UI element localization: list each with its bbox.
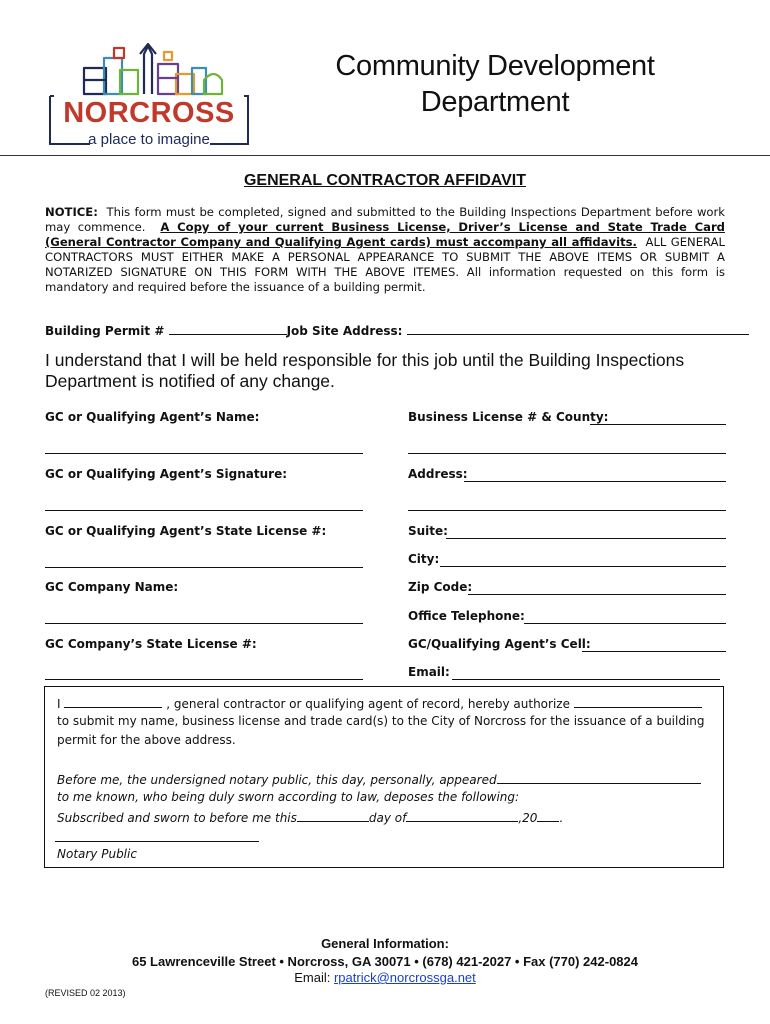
address-label: Address:: [408, 467, 468, 481]
city-field[interactable]: [440, 566, 726, 567]
footer-heading: General Information:: [321, 936, 449, 951]
notary-line1: [57, 771, 701, 788]
zip-code-label: Zip Code:: [408, 580, 473, 594]
gc-signature-label: GC or Qualifying Agent’s Signature:: [45, 467, 288, 481]
building-permit-field[interactable]: [169, 322, 287, 335]
authorized-person-field[interactable]: [574, 695, 702, 708]
gc-company-state-license-field[interactable]: [45, 679, 363, 680]
authorization-text: , general contractor or qualifying agent of record, hereby authorize: [166, 697, 570, 711]
office-telephone-label: Office Telephone:: [408, 609, 525, 623]
notary-line3: [57, 809, 563, 826]
notice-text: This form must be completed, signed and submitted to the Building Inspections Department before work may commence.: [45, 205, 725, 234]
notary-day-of-text: day of: [368, 811, 407, 825]
gc-name-field[interactable]: [45, 453, 363, 454]
notice-paragraph: [45, 205, 725, 295]
notary-appeared-text: Before me, the undersigned notary public, this day, personally, appeared: [57, 773, 497, 787]
email-field[interactable]: [452, 679, 720, 680]
authorizer-name-field[interactable]: [64, 695, 162, 708]
notary-day-field[interactable]: [297, 809, 369, 822]
header-divider: [0, 155, 770, 156]
gc-name-label: GC or Qualifying Agent’s Name:: [45, 410, 260, 424]
email-label: Email:: [408, 665, 450, 679]
notary-year-prefix: ,20: [518, 811, 538, 825]
footer-address: 65 Lawrenceville Street • Norcross, GA 30071 • (678) 421-2027 • Fax (770) 242-0824: [131, 954, 639, 969]
notary-sworn-text: Subscribed and sworn to before me this: [57, 811, 297, 825]
business-license-field[interactable]: [590, 424, 726, 425]
city-label: City:: [408, 552, 440, 566]
suite-label: Suite:: [408, 524, 448, 538]
suite-field[interactable]: [446, 538, 726, 539]
responsibility-statement: I understand that I will be held responsible for this job until the Building Inspections Department is notified of any change.: [45, 350, 685, 391]
notary-signature-field[interactable]: [55, 841, 259, 842]
gc-cell-label: GC/Qualifying Agent’s Cell:: [408, 637, 591, 651]
logo-wordmark: NORCROSS: [63, 97, 235, 129]
authorization-line2: to submit my name, business license and trade card(s) to the City of Norcross for the issuance of a building: [57, 714, 705, 728]
authorization-box: [44, 686, 724, 868]
notice-label: NOTICE:: [45, 205, 98, 219]
gc-signature-field[interactable]: [45, 510, 363, 511]
job-site-address-label: Job Site Address:: [286, 324, 403, 338]
job-site-address-field[interactable]: [407, 322, 749, 335]
form-title: GENERAL CONTRACTOR AFFIDAVIT: [243, 172, 527, 189]
permit-row: [45, 322, 735, 338]
address-field[interactable]: [464, 481, 726, 482]
norcross-logo: [44, 40, 258, 150]
office-telephone-field[interactable]: [524, 623, 726, 624]
notary-public-label: Notary Public: [57, 847, 137, 861]
department-title-line1: Community Development: [335, 50, 655, 82]
business-license-label: Business License # & County:: [408, 410, 609, 424]
authorization-line3: permit for the above address.: [57, 733, 236, 747]
authorization-line1: [57, 695, 702, 712]
building-permit-label: Building Permit #: [45, 324, 165, 338]
address-field-extra[interactable]: [408, 510, 726, 511]
gc-state-license-label: GC or Qualifying Agent’s State License #:: [45, 524, 327, 538]
department-title-line2: Department: [420, 86, 570, 118]
authorization-prefix: I: [57, 697, 61, 711]
norcross-skyline-icon: [44, 40, 258, 150]
gc-cell-field[interactable]: [582, 651, 726, 652]
gc-company-state-license-label: GC Company’s State License #:: [45, 637, 257, 651]
gc-company-name-field[interactable]: [45, 623, 363, 624]
business-license-field-extra[interactable]: [408, 453, 726, 454]
notary-period: .: [559, 811, 564, 825]
footer-email-row: [0, 970, 770, 985]
notary-line2: to me known, who being duly sworn according to law, deposes the following:: [57, 790, 520, 804]
gc-company-name-label: GC Company Name:: [45, 580, 179, 594]
notary-year-field[interactable]: [537, 809, 559, 822]
notary-month-field[interactable]: [406, 809, 518, 822]
logo-tagline: a place to imagine: [88, 131, 210, 148]
footer-email-link[interactable]: rpatrick@norcrossga.net: [333, 970, 476, 985]
zip-code-field[interactable]: [468, 594, 726, 595]
department-title: [270, 48, 720, 120]
notice-text-continued: ALL GENERAL CONTRACTORS MUST EITHER MAKE A PERSONAL APPEARANCE TO SUBMIT THE ABOVE ITEMS OR SUBMIT A NOTARIZED SIGNATURE ON THIS FORM WITH THE ABOVE ITEMES. All information requested on this form is mandatory and required before the issuance of a building permit.: [45, 235, 725, 294]
footer-email-label: Email:: [294, 970, 331, 985]
revision-note: (REVISED 02 2013): [45, 988, 126, 998]
notary-appeared-field[interactable]: [497, 771, 701, 784]
gc-state-license-field[interactable]: [45, 567, 363, 568]
notice-required-documents: A Copy of your current Business License, Driver’s License and State Trade Card (General Contractor Company and Qualifying Agent cards) must accompany all affidavits.: [45, 220, 725, 249]
